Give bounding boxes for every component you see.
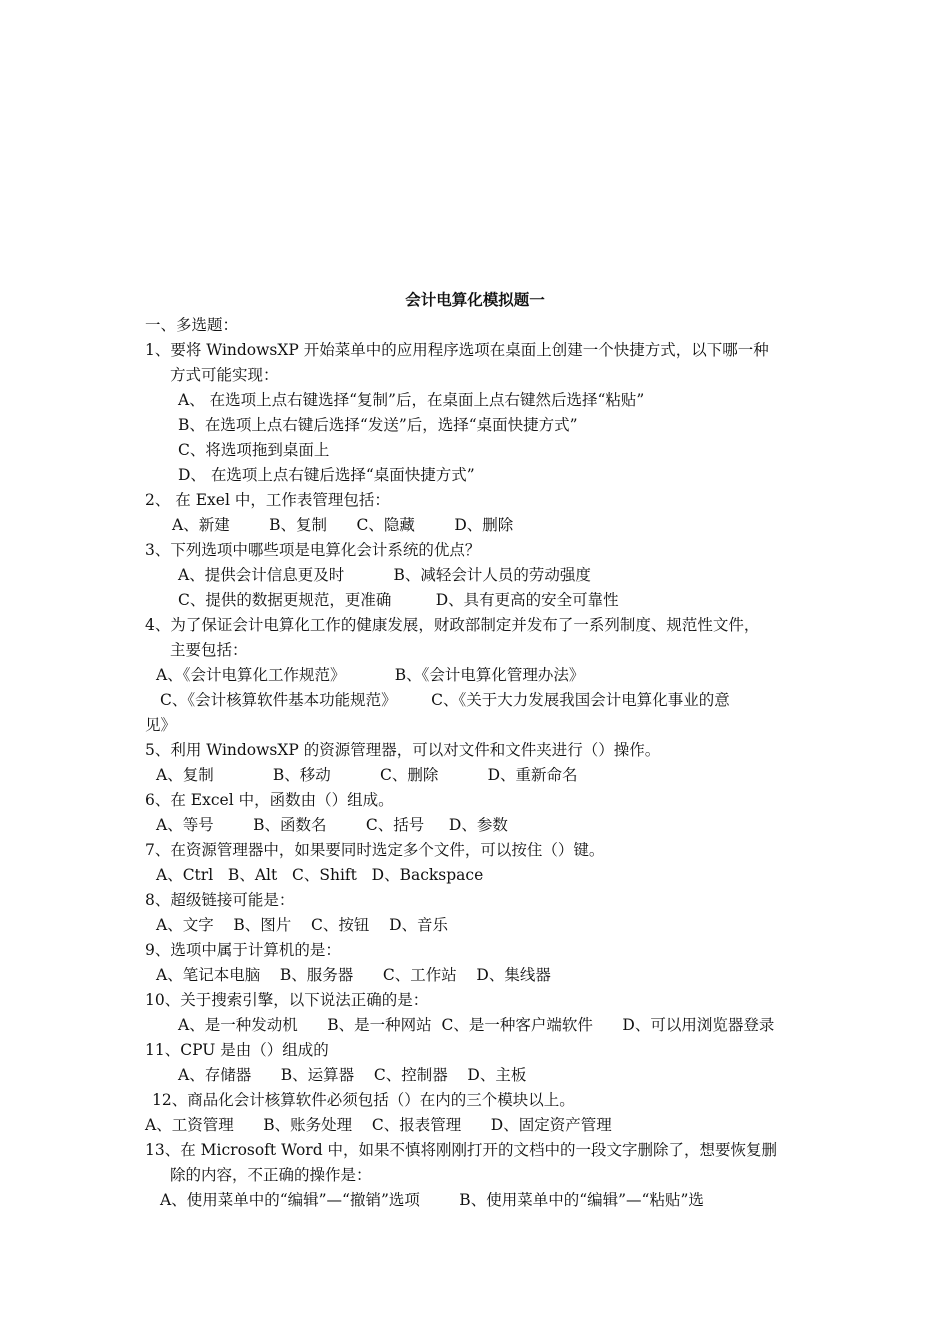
question-text: 5、利用 WindowsXP 的资源管理器，可以对文件和文件夹进行（）操作。: [145, 741, 661, 759]
option-text: A、提供会计信息更及时 B、减轻会计人员的劳动强度: [178, 566, 591, 584]
option-text: C、提供的数据更规范，更准确 D、具有更高的安全可靠性: [178, 591, 619, 609]
question-text: 8、超级链接可能是：: [145, 891, 295, 909]
question-text: 3、下列选项中哪些项是电算化会计系统的优点？: [145, 541, 481, 559]
question-text: 除的内容，不正确的操作是：: [170, 1166, 372, 1184]
option-text: A、等号 B、函数名 C、括号 D、参数: [156, 816, 508, 834]
question-text: 方式可能实现：: [170, 366, 279, 384]
question-text: 12、商品化会计核算软件必须包括（）在内的三个模块以上。: [152, 1091, 575, 1109]
question-text: 7、在资源管理器中，如果要同时选定多个文件，可以按住（）键。: [145, 841, 605, 859]
option-text: C、《会计核算软件基本功能规范》 C、《关于大力发展我国会计电算化事业的意: [160, 691, 730, 709]
option-text: A、新建 B、复制 C、隐藏 D、删除: [172, 516, 514, 534]
option-text: A、Ctrl B、Alt C、Shift D、Backspace: [156, 866, 484, 884]
question-text: 10、关于搜索引擎，以下说法正确的是：: [145, 991, 429, 1009]
option-text: A、存储器 B、运算器 C、控制器 D、主板: [178, 1066, 527, 1084]
question-text: 1、要将 WindowsXP 开始菜单中的应用程序选项在桌面上创建一个快捷方式，以下哪一种: [145, 341, 769, 359]
question-text: 主要包括：: [170, 641, 248, 659]
question-text: 2、 在 Exel 中，工作表管理包括：: [145, 491, 390, 509]
option-text: C、将选项拖到桌面上: [178, 441, 330, 459]
question-text: 6、在 Excel 中，函数由（）组成。: [145, 791, 394, 809]
option-text: 见》: [145, 716, 177, 734]
option-text: A、 在选项上点右键选择“复制”后，在桌面上点右键然后选择“粘贴”: [178, 391, 645, 409]
option-text: A、使用菜单中的“编辑”—“撤销”选项 B、使用菜单中的“编辑”—“粘贴”选: [160, 1191, 704, 1209]
option-text: A、《会计电算化工作规范》 B、《会计电算化管理办法》: [156, 666, 585, 684]
document-title: 会计电算化模拟题一: [405, 291, 545, 309]
option-text: A、复制 B、移动 C、删除 D、重新命名: [156, 766, 578, 784]
option-text: D、 在选项上点右键后选择“桌面快捷方式”: [178, 466, 475, 484]
section-heading: 一、多选题：: [145, 316, 239, 334]
question-text: 11、CPU 是由（）组成的: [145, 1041, 329, 1059]
option-text: B、在选项上点右键后选择“发送”后，选择“桌面快捷方式”: [178, 416, 578, 434]
question-text: 4、为了保证会计电算化工作的健康发展，财政部制定并发布了一系列制度、规范性文件，: [145, 616, 760, 634]
question-text: 13、在 Microsoft Word 中，如果不慎将刚刚打开的文档中的一段文字删除了，想要恢复删: [145, 1141, 778, 1159]
option-text: A、笔记本电脑 B、服务器 C、工作站 D、集线器: [156, 966, 551, 984]
option-text: A、文字 B、图片 C、按钮 D、音乐: [156, 916, 448, 934]
option-text: A、是一种发动机 B、是一种网站 C、是一种客户端软件 D、可以用浏览器登录: [178, 1016, 775, 1034]
option-text: A、工资管理 B、账务处理 C、报表管理 D、固定资产管理: [145, 1116, 612, 1134]
question-text: 9、选项中属于计算机的是：: [145, 941, 341, 959]
